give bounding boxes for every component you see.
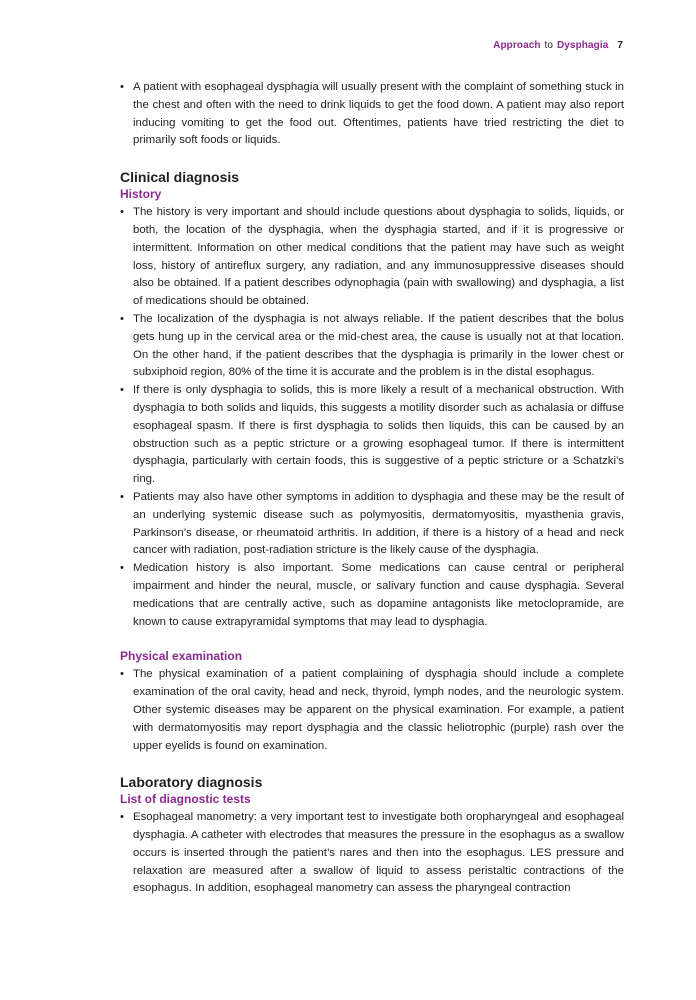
list-item [120,666,624,755]
page-number: 7 [617,40,623,51]
list-item-text: Patients may also have other symptoms in addition to dysphagia and these may be the result of an underlying systemic disease such as polymyositis, dermatomyositis, myasthenia gravis, Parkinson’s disease, or rheumatoid arthritis. In addition, if there is a history of a head and neck cancer with radiation, post-radiation stricture is the likely cause of the dysphagia. [133,490,624,557]
bullet-icon: • [120,562,124,575]
list-item-text: The history is very important and should include questions about dysphagia to solids, liquids, or both, the location of the dysphagia, when the dysphagia started, and if it is progressive or intermittent. Information on other medical conditions that the patient may have such as weight loss, history of antireflux surgery, any radiation, and any immunosuppressive diseases should also be obtained. If a patient describes odynophagia (pain with swallowing) and dysphagia, a list of medications should be obtained. [133,206,624,308]
list-item [120,489,624,560]
bullet-icon: • [120,668,124,681]
physical-exam-list [120,666,624,755]
running-head-approach: Approach [493,40,541,51]
list-item [120,382,624,489]
subsection-heading-physical-examination: Physical examination [120,649,243,664]
section-heading-laboratory-diagnosis: Laboratory diagnosis [120,774,263,791]
section-heading-clinical-diagnosis: Clinical diagnosis [120,169,240,186]
list-item-text: If there is only dysphagia to solids, this is more likely a result of a mechanical obstruction. With dysphagia to both solids and liquids, this suggests a motility disorder such as achalasia or diffuse esophageal spasm. If there is first dysphagia to solids then liquids, this can be caused by an obstruction such as a peptic stricture or a growing esophageal tumor. If there is intermittent dysphagia, particularly with certain foods, this is suggestive of a peptic stricture or a Schatzki’s ring. [133,384,624,486]
running-head [493,40,623,51]
bullet-icon: • [120,490,124,503]
list-item-text: The localization of the dysphagia is not always reliable. If the patient describes that the bolus gets hung up in the cervical area or the mid-chest area, the cause is usually not at that location. On the other hand, if the patient describes that the dysphagia is primarily in the lower chest or subxiphoid region, 80% of the time it is accurate and the problem is in the distal esophagus. [133,312,624,379]
list-item [120,204,624,311]
list-item [120,79,624,150]
subsection-heading-history: History [120,187,162,202]
bullet-icon: • [120,81,124,93]
list-item [120,809,624,898]
diagnostic-tests-list [120,809,624,898]
running-head-to: to [544,40,554,51]
list-item-text: Esophageal manometry: a very important test to investigate both oropharyngeal and esophageal dysphagia. A catheter with electrodes that measures the pressure in the esophagus as a swallow occurs is inserted through the patient’s nares and then into the esophagus. LES pressure and relaxation are measured after a swallow of liquid to assess peristaltic contractions of the esophagus. In addition, esophageal manometry can assess the pharyngeal contraction [133,811,624,895]
history-list [120,204,624,631]
list-item [120,560,624,631]
list-item-text: The physical examination of a patient complaining of dysphagia should include a complete examination of the oral cavity, head and neck, thyroid, lymph nodes, and the neurologic system. Other systemic diseases may be apparent on the physical examination. For example, a patient with dermatomyositis may report dysphagia and the classic heliotrophic (purple) rash over the upper eyelids is found on examination. [133,668,624,752]
list-item-text: A patient with esophageal dysphagia will usually present with the complaint of something stuck in the chest and often with the need to drink liquids to get the food down. A patient may also report inducing vomiting to get the food out. Oftentimes, patients have tried restricting the diet to primarily soft foods or liquids. [133,81,624,147]
bullet-icon: • [120,312,124,325]
page-body [120,79,624,898]
list-item-text: Medication history is also important. Some medications can cause central or peripheral impairment and hinder the neural, muscle, or salivary function and cause dysphagia. Several medications that are centrally active, such as dopamine antagonists like metoclopramide, are known to cause extrapyramidal symptoms that may lead to dysphagia. [133,562,624,628]
bullet-icon: • [120,384,124,397]
running-head-dysphagia: Dysphagia [556,40,609,51]
intro-list [120,79,624,150]
bullet-icon: • [120,811,124,824]
list-item [120,311,624,382]
bullet-icon: • [120,206,124,219]
subsection-heading-diagnostic-tests: List of diagnostic tests [120,792,251,807]
